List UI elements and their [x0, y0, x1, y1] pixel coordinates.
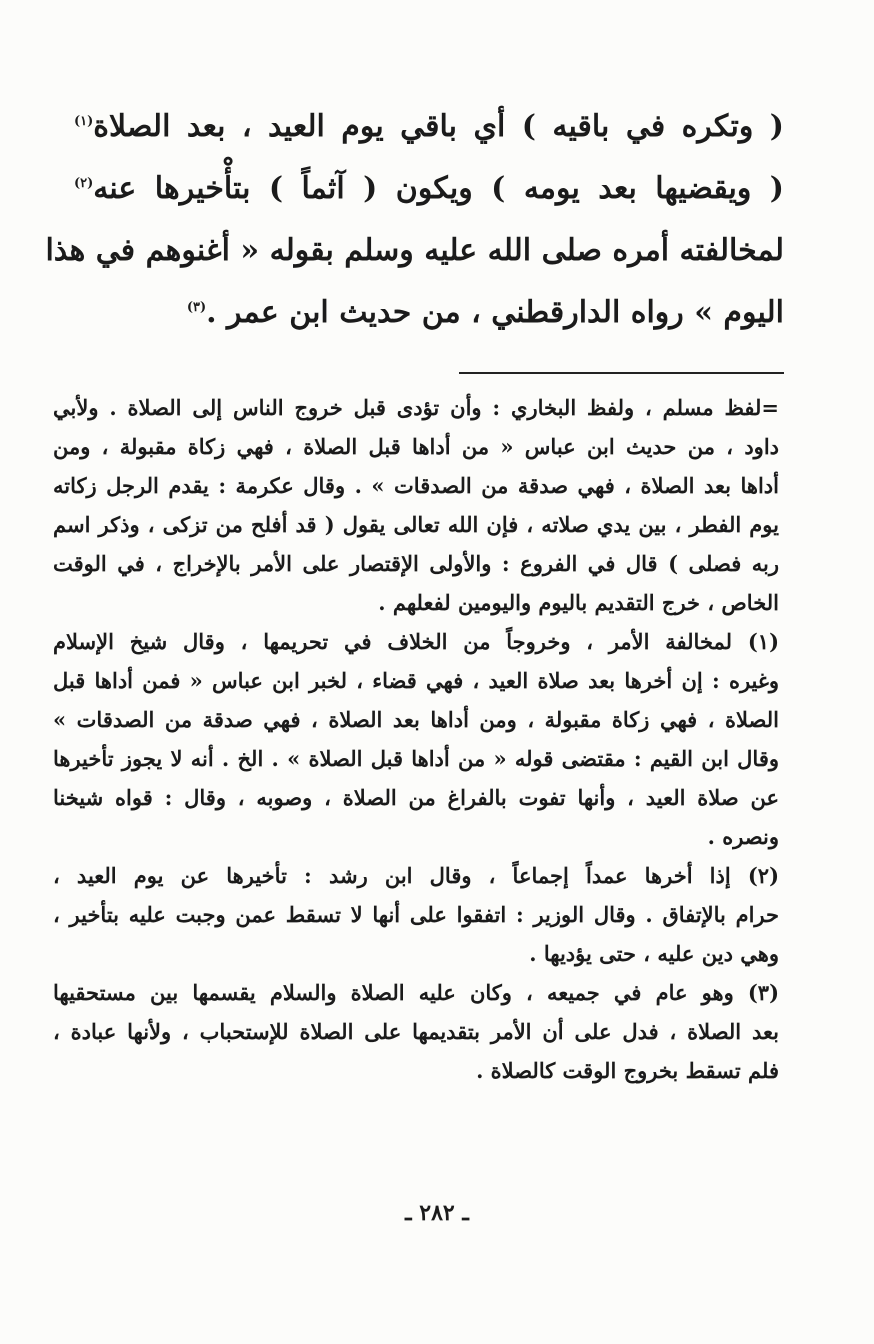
footnote-1-line: وغيره : إن أخرها بعد صلاة العيد ، فهي قضاء ، لخبر ابن عباس « فمن أداها قبل	[53, 668, 779, 693]
main-line-1	[74, 96, 784, 158]
footnote-2-line: وهي دين عليه ، حتى يؤديها .	[529, 941, 779, 966]
footnote-1-line: (١) لمخالفة الأمر ، وخروجاً من الخلاف في تحريمها ، وقال شيخ الإسلام	[53, 629, 779, 654]
continuation-line: أداها بعد الصلاة ، فهي صدقة من الصدقات » . وقال عكرمة : يقدم الرجل زكاته	[53, 473, 779, 498]
footnote-1-line: الصلاة ، فهي زكاة مقبولة ، ومن أداها بعد الصلاة ، فهي صدقة من الصدقات »	[53, 707, 779, 732]
main-line-3-text: لمخالفته أمره صلى الله عليه وسلم بقوله « أغنوهم في هذا	[45, 233, 784, 268]
footnote-mark-3: (٣)	[186, 300, 207, 315]
footnote-mark-2: (٢)	[74, 176, 94, 191]
footnote-mark-1: (١)	[74, 114, 94, 129]
footnote-1	[53, 622, 779, 856]
continuation-line: =لفظ مسلم ، ولفظ البخاري : وأن تؤدى قبل خروج الناس إلى الصلاة . ولأبي	[53, 395, 779, 420]
continuation-line: داود ، من حديث ابن عباس « من أداها قبل الصلاة ، فهي زكاة مقبولة ، ومن	[53, 434, 779, 459]
footnote-3-line: بعد الصلاة ، فدل على أن الأمر بتقديمها على الصلاة للإستحباب ، ولأنها عبادة ،	[53, 1019, 779, 1044]
footnote-3-line: فلم تسقط بخروج الوقت كالصلاة .	[476, 1058, 779, 1083]
footnote-1-line: ونصره .	[707, 824, 779, 849]
footnote-1-line: وقال ابن القيم : مقتضى قوله « من أداها قبل الصلاة » . الخ . أنه لا يجوز تأخيرها	[53, 746, 779, 771]
continuation-line: يوم الفطر ، بين يدي صلاته ، فإن الله تعالى يقول ( قد أفلح من تزكى ، وذكر اسم	[53, 512, 779, 537]
footnote-2-line: (٢) إذا أخرها عمداً إجماعاً ، وقال ابن رشد : تأخيرها عن يوم العيد ،	[53, 863, 779, 888]
main-line-4-text: اليوم » رواه الدارقطني ، من حديث ابن عمر .	[206, 295, 784, 330]
footnote-separator-rule	[459, 372, 784, 374]
footnote-continuation	[53, 388, 779, 622]
main-text-block	[45, 96, 784, 344]
page-number: ـ ٢٨٢ ـ	[405, 1200, 469, 1226]
continuation-line: الخاص ، خرج التقديم باليوم واليومين لفعلهم .	[378, 590, 779, 615]
footnote-2	[53, 856, 779, 973]
continuation-line: ربه فصلى ) قال في الفروع : والأولى الإقتصار على الأمر بالإخراج ، في الوقت	[53, 551, 779, 576]
main-line-3	[45, 220, 784, 282]
footnote-3-line: (٣) وهو عام في جميعه ، وكان عليه الصلاة والسلام يقسمها بين مستحقيها	[53, 980, 779, 1005]
main-line-4	[74, 282, 784, 344]
footnotes-block	[53, 388, 779, 1090]
footnote-2-line: حرام بالإتفاق . وقال الوزير : اتفقوا على أنها لا تسقط عمن وجبت عليه بتأخير ،	[53, 902, 779, 927]
main-line-1-text: ( وتكره في باقيه ) أي باقي يوم العيد ، بعد الصلاة	[93, 109, 784, 144]
footnote-1-line: عن صلاة العيد ، وأنها تفوت بالفراغ من الصلاة ، وصوبه ، وقال : قواه شيخنا	[53, 785, 779, 810]
footnote-3	[53, 973, 779, 1090]
main-line-2-text: ( ويقضيها بعد يومه ) ويكون ( آثماً ) بتأْخيرها عنه	[93, 171, 784, 206]
main-line-2	[74, 158, 784, 220]
